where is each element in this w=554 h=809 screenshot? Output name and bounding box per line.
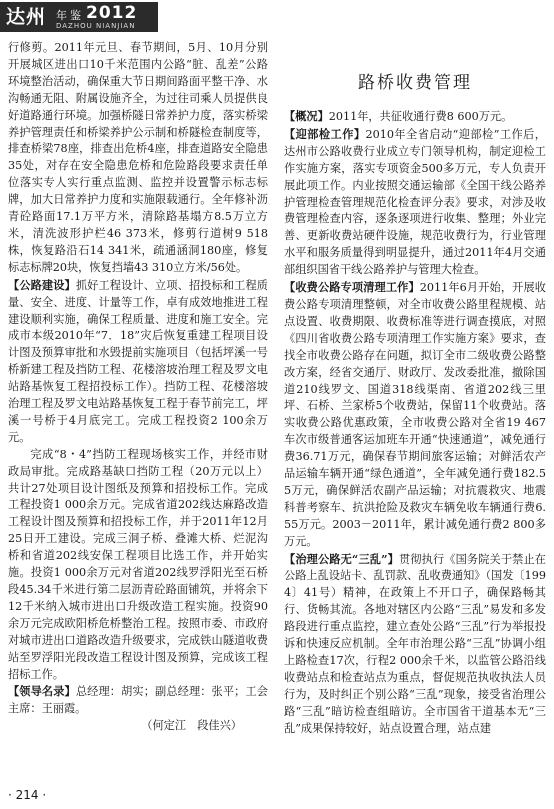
leadership-text: 总经理：胡实；副总经理：张平；工会主席：王丽霞。 [8,685,268,716]
left-paragraph-4 [8,683,268,718]
highway-construction-text: 抓好工程设计、立项、招投标和工程质量、安全、进度、计量等工作，卓有成效地推进工程建设顺利实施，确保工程质量、进度和施工安全。完成市本级2010年“7．18”灾后恢复重建工程项目设计图及预算审批和水毁提前实施项目（包括坪溪一号桥新建工程及挡防工程、花楼溶坡治理工程及罗文电站路基恢复工程招投标工作）。挡防工程、花楼溶坡治理工程及罗文电站路基恢复工程于春节前完工，坪溪一号桥于4月底完工。完成工程投资2 100余万元。 [8,278,268,444]
logo-year: 2012 [86,3,138,23]
right-column [284,60,546,800]
section-tag-leadership: 【领导名录】 [8,684,76,699]
section-tag-highway-construction: 【公路建设】 [8,277,76,292]
logo-yearbook-label: 年鉴 [56,9,84,22]
section-tag-three-chaos: 【治理公路无“三乱”】 [284,551,399,566]
overview-text: 2011年，共征收通行费8 600万元。 [328,110,513,123]
section-tag-inspection: 【迎部检工作】 [284,126,366,141]
right-paragraph-3 [284,279,546,551]
inspection-text: 2010年全省启动“迎部检”工作后，达州市公路收费行业成立专门领导机构，制定迎检工作实施方案，落实专项资金500多万元，专人负责开展此项工作。内业按照交通运输部《全国干线公路养护管理检查管理规范化检查评分表》要求，对涉及收费管理检查内容，逐条逐项进行收集、整理；外业完善、更新收费站硬件设施，规范收费行为，行业管理水平和服务质量得到明显提升，通过2011年4月交通部组织国省干线公路养护与管理大检查。 [284,127,546,277]
three-chaos-text: 贯彻执行《国务院关于禁止在公路上乱设站卡、乱罚款、乱收费通知》（国发〔1994〕41号）精神，在政策上不开口子，确保路畅其行、货畅其流。各地对辖区内公路“三乱”易发和多发路段进行重点监控，建立查处公路“三乱”行为举报投诉和快速反应机制。全年市治理公路“三乱”协调小组上路检查17次，行程2 000余千米，以监管公路沿线收费站点和检查站点为重点，督促规范执收执法人员行为，及时纠正个别公路“三乱”现象，接受省治理公路“三乱”暗访检查组暗访。全市国省干道基本无“三乱”成果保持较好，站点设置合理，站点建 [284,552,546,735]
section-title: 路桥收费管理 [358,73,472,93]
right-paragraph-4 [284,551,546,738]
right-paragraph-2 [284,126,546,279]
right-paragraph-1 [284,108,546,126]
left-column [8,40,268,768]
page-header [0,0,554,40]
left-paragraph-2 [8,277,268,447]
section-tag-toll-cleanup: 【收费公路专项清理工作】 [284,280,420,295]
yearbook-logo [0,2,158,32]
left-paragraph-1: 行修剪。2011年元旦、春节期间，5月、10月分别开展城区进出口10千米范围内公路“脏、乱差”公路环境整治活动，确保重大节日期间路面平整干净、水沟畅通无阻、附属设施齐全，为过往司乘人员提供良好道路通行环境。加强桥隧日常养护力度，落实桥梁养护管理责任和桥梁养护公示制和桥隧检查制度等，排查桥梁78座，排查出危桥4座，排查道路安全隐患35处，对存在安全隐患危桥和危险路段要求责任单位落实专人实行重点监测、监控并设置警示标志标牌，加大日常养护力度和实施限载通行。全年修补沥青砼路面17.1万平方米，清除路基塌方8.5万立方米，清洗波形护栏46 373米，修剪行道树9 518株，恢复路沿石14 341米，疏通涵洞180座，修复标志标牌20块，恢复挡墙43 310立方米/56处。 [8,41,268,274]
section-tag-overview: 【概况】 [284,109,329,123]
left-paragraph-3: 完成“8・4”挡防工程现场核实工作，并经市财政局审批。完成路基缺口挡防工程（20万元以上）共计27处项目设计图纸及预算和招投标工作。完成工程投资1 000余万元。完成省道202线达麻路改造工程设计图及预算和招投标工作，并于2011年12月25日开工建设。完成三洞子桥、叠滩大桥、烂泥沟桥和省道202线安保工程项目比选工作，并开始实施。投资1 000余万元对省道202线罗浮阳光至石桥段45.34千米进行第二层沥青砼路面铺筑，并将余下12千米纳入城市进出口升级改造工程实施。投资90余万元完成欧阳桥危桥整治工程。按照市委、市政府对城市进出口道路改造升级要求，完成铁山隧道收费站至罗浮阳光段改造工程设计图及预算，完成该工程招标工作。 [8,447,268,681]
logo-pinyin: DAZHOU NIANJIAN [56,22,136,30]
author-credit: （何定江 段佳兴） [141,719,242,733]
logo-city-name: 达州 [6,6,47,28]
toll-cleanup-text: 2011年6月开始，开展收费公路专项清理整顿，对全市收费公路里程规模、站点设置、收费期限、收费标准等进行调查摸底，对照《四川省收费公路专项清理工作实施方案》要求，查找全市收费公路存在问题，拟订全市二级收费公路整改方案，经省交通厅、财政厅、发改委批准，撤除国道210线罗文、国道318线渠南、省道202线三里坪、石桥、兰家桥5个收费站，保留11个收费站。落实收费公路优惠政策，全市收费公路对全省19 467车次市级普通客运加班车开通“快速通道”，减免通行费36.71万元，确保春节期间旅客运输；对鲜活农产品运输车辆开通“绿色通道”，全年减免通行费182.55万元，确保鲜活农副产品运输；对抗震救灾、地震科普考察车、抗洪抢险及救灾车辆免收车辆通行费6.55万元。2003－2011年，累计减免通行费2 800多万元。 [284,281,546,548]
page-number: · 214 · [8,788,47,802]
